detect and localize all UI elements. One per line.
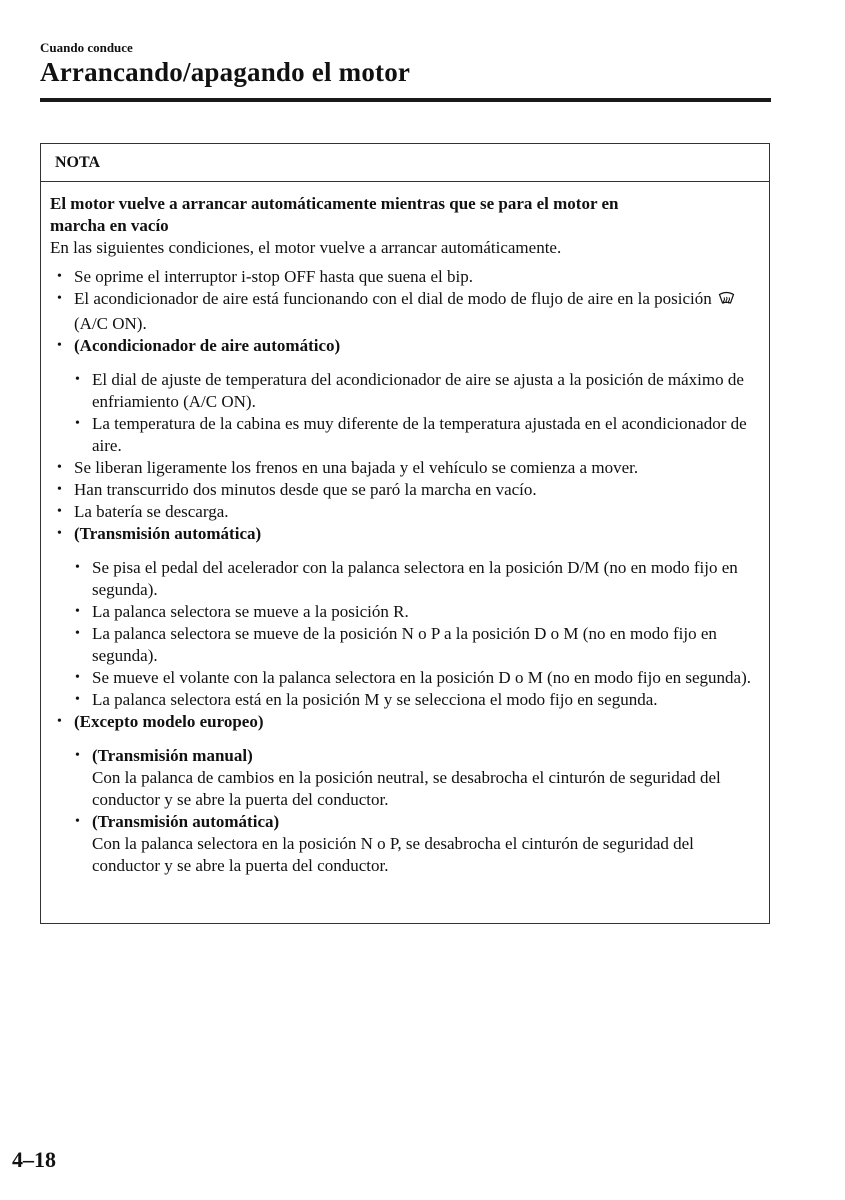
bullet-icon: •	[75, 416, 80, 431]
bullet-icon: •	[75, 626, 80, 641]
bullet-icon: •	[75, 604, 80, 619]
bullet-icon: •	[57, 460, 62, 475]
sub-list	[74, 369, 755, 457]
note-heading-line2: marcha en vacío	[50, 216, 169, 235]
sub-list-item	[74, 623, 755, 667]
bullet-icon: •	[57, 526, 62, 541]
bullet-icon: •	[57, 482, 62, 497]
list-item-text: (A/C ON).	[74, 314, 147, 333]
sub-list-item-text: Se pisa el pedal del acelerador con la palanca selectora en la posición D/M (no en modo fijo en segunda).	[92, 558, 738, 599]
sub-list-item	[74, 745, 755, 811]
bullet-icon: •	[57, 291, 62, 306]
bullet-icon: •	[75, 560, 80, 575]
sub-list-item	[74, 557, 755, 601]
list-item	[50, 457, 755, 479]
bullet-icon: •	[57, 338, 62, 353]
note-heading	[50, 193, 755, 237]
section-label: Cuando conduce	[40, 40, 133, 55]
bullet-icon: •	[57, 714, 62, 729]
condition-list	[50, 266, 755, 877]
note-label: NOTA	[41, 144, 769, 182]
defroster-icon	[718, 291, 735, 313]
sub-list	[74, 557, 755, 711]
sub-list-item	[74, 413, 755, 457]
sub-list-item-text: La palanca selectora se mueve de la posición N o P a la posición D o M (no en modo fijo en segunda).	[92, 624, 717, 665]
sub-list-item-title: (Transmisión automática)	[92, 812, 280, 831]
sub-list-item	[74, 369, 755, 413]
sub-list	[74, 745, 755, 877]
list-item	[50, 523, 755, 711]
list-item-text: Se oprime el interruptor i-stop OFF hasta que suena el bip.	[74, 267, 473, 286]
list-item	[50, 288, 755, 335]
list-item-title: (Excepto modelo europeo)	[74, 712, 264, 731]
sub-list-item-title: (Transmisión manual)	[92, 746, 253, 765]
list-item	[50, 479, 755, 501]
bullet-icon: •	[75, 814, 80, 829]
sub-list-item-text: La palanca selectora está en la posición M y se selecciona el modo fijo en segunda.	[92, 690, 658, 709]
note-box	[40, 143, 770, 924]
bullet-icon: •	[75, 670, 80, 685]
list-item-text: Han transcurrido dos minutos desde que se paró la marcha en vacío.	[74, 480, 537, 499]
page-title: Arrancando/apagando el motor	[40, 57, 411, 87]
sub-list-item-text: La palanca selectora se mueve a la posición R.	[92, 602, 409, 621]
sub-list-item-text: La temperatura de la cabina es muy diferente de la temperatura ajustada en el acondicionador de aire.	[92, 414, 747, 455]
sub-list-item	[74, 811, 755, 877]
sub-list-item	[74, 667, 755, 689]
list-item-text: El acondicionador de aire está funcionando con el dial de modo de flujo de aire en la posición	[74, 289, 712, 308]
list-item	[50, 501, 755, 523]
note-body	[41, 182, 769, 877]
list-item-title: (Acondicionador de aire automático)	[74, 336, 341, 355]
list-item-text: Se liberan ligeramente los frenos en una bajada y el vehículo se comienza a mover.	[74, 458, 639, 477]
sub-list-item-text: Con la palanca de cambios en la posición neutral, se desabrocha el cinturón de seguridad del conductor y se abre la puerta del conductor.	[92, 768, 721, 809]
title-rule	[40, 98, 771, 102]
bullet-icon: •	[57, 504, 62, 519]
list-item	[50, 335, 755, 457]
sub-list-item	[74, 689, 755, 711]
bullet-icon: •	[75, 748, 80, 763]
sub-list-item-text: Se mueve el volante con la palanca selectora en la posición D o M (no en modo fijo en segunda).	[92, 668, 752, 687]
bullet-icon: •	[57, 269, 62, 284]
bullet-icon: •	[75, 692, 80, 707]
sub-list-item-text: Con la palanca selectora en la posición N o P, se desabrocha el cinturón de seguridad del conductor y se abre la puerta del conductor.	[92, 834, 694, 875]
list-item-title: (Transmisión automática)	[74, 524, 262, 543]
sub-list-item	[74, 601, 755, 623]
page-number: 4–18	[12, 1147, 56, 1172]
note-intro: En las siguientes condiciones, el motor vuelve a arrancar automáticamente.	[50, 238, 562, 257]
note-heading-line1: El motor vuelve a arrancar automáticamente mientras que se para el motor en	[50, 194, 619, 213]
bullet-icon: •	[75, 372, 80, 387]
sub-list-item-text: El dial de ajuste de temperatura del acondicionador de aire se ajusta a la posición de máximo de enfriamiento (A/C ON).	[92, 370, 744, 411]
list-item	[50, 266, 755, 288]
list-item	[50, 711, 755, 877]
list-item-text: La batería se descarga.	[74, 502, 229, 521]
